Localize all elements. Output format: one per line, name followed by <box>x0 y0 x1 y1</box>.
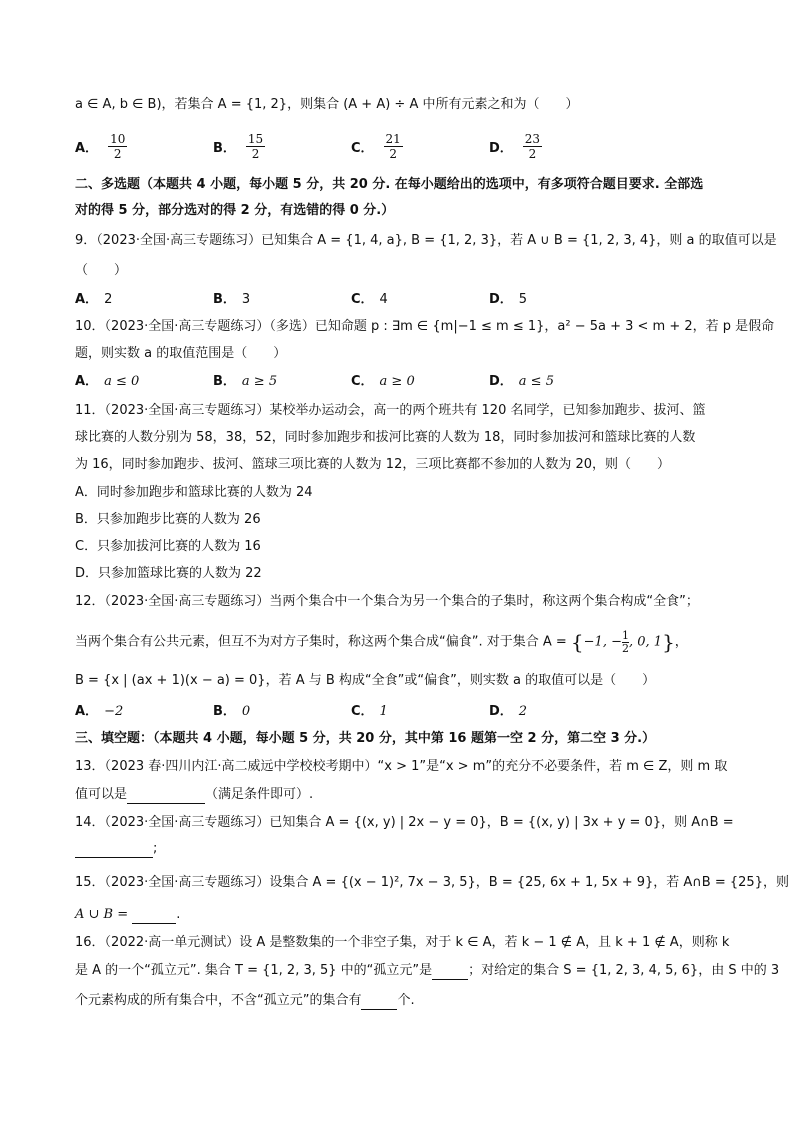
q13-stem-line2: 值可以是 （满足条件即可）. <box>75 787 314 802</box>
q8-option-c[interactable] <box>351 128 403 164</box>
answer-blank[interactable] <box>127 789 205 804</box>
q11-option-a[interactable]: A．同时参加跑步和篮球比赛的人数为 24 <box>75 485 313 500</box>
q15-stem-line2: A ∪ B = . <box>75 907 181 922</box>
q12-stem-line2: 当两个集合有公共元素，但互不为对方子集时，称这两个集合成“偏食”. 对于集合 A = {−1, − $\frac{1}{2}$ , 0, 1}， <box>75 628 688 655</box>
fraction: $\frac{23}{2}$ <box>524 131 541 161</box>
answer-blank[interactable] <box>132 909 176 924</box>
option-letter: D． <box>489 140 513 156</box>
section2-heading-line2: 对的得 5 分，部分选对的得 2 分，有选错的得 0 分.） <box>75 203 395 218</box>
q11-option-d[interactable]: D．只参加篮球比赛的人数为 22 <box>75 566 262 581</box>
q12-option-c[interactable]: C． 1 <box>351 704 388 719</box>
q14-stem-line1: 14．（2023·全国·高三专题练习）已知集合 A = {(x, y) | 2x − y = 0}，B = {(x, y) | 3x + y = 0}，则 A∩B = <box>75 815 734 830</box>
q12-options <box>75 702 725 722</box>
q11-option-c[interactable]: C．只参加拔河比赛的人数为 16 <box>75 539 261 554</box>
fraction: $\frac{1}{2}$ <box>621 628 629 655</box>
q11-option-b[interactable]: B．只参加跑步比赛的人数为 26 <box>75 512 261 527</box>
q10-option-d[interactable]: D． a ≤ 5 <box>489 374 554 389</box>
q9-option-a[interactable]: A． 2 <box>75 292 113 307</box>
q12-option-b[interactable]: B． 0 <box>213 704 251 719</box>
q10-option-c[interactable]: C． a ≥ 0 <box>351 374 415 389</box>
option-letter: B． <box>213 140 236 156</box>
q9-option-d[interactable]: D． 5 <box>489 292 528 307</box>
q11-stem-line2: 球比赛的人数分别为 58，38，52，同时参加跑步和拔河比赛的人数为 18，同时参加拔河和篮球比赛的人数 <box>75 430 696 445</box>
fraction: $\frac{21}{2}$ <box>385 131 401 161</box>
q10-option-b[interactable]: B． a ≥ 5 <box>213 374 278 389</box>
q8-options <box>75 128 725 164</box>
q10-stem-line1: 10．（2023·全国·高三专题练习）（多选）已知命题 p : ∃m ∈ {m|−1 ≤ m ≤ 1}，a² − 5a + 3 < m + 2，若 p 是假命 <box>75 319 775 334</box>
option-letter: A． <box>75 140 99 156</box>
option-letter: C． <box>351 140 374 156</box>
q9-stem-line2: （ ） <box>75 263 128 278</box>
q10-stem-line2: 题，则实数 a 的取值范围是（ ） <box>75 346 287 361</box>
q8-stem-tail: a ∈ A, b ∈ B)，若集合 A = {1, 2}，则集合 (A + A) ÷ A 中所有元素之和为（ ） <box>75 97 579 112</box>
q10-options <box>75 372 725 392</box>
q9-option-c[interactable]: C． 4 <box>351 292 388 307</box>
q11-stem-line3: 为 16，同时参加跑步、拔河、篮球三项比赛的人数为 12，三项比赛都不参加的人数为 20，则（ ） <box>75 457 671 472</box>
answer-blank[interactable] <box>75 843 153 858</box>
q8-option-a[interactable] <box>75 128 127 164</box>
answer-blank[interactable] <box>361 995 397 1010</box>
fraction: $\frac{10}{2}$ <box>110 131 126 161</box>
q10-option-a[interactable]: A． a ≤ 0 <box>75 374 140 389</box>
q12-option-d[interactable]: D． 2 <box>489 704 528 719</box>
section3-heading: 三、填空题：（本题共 4 小题，每小题 5 分，共 20 分，其中第 16 题第一空 2 分，第二空 3 分.） <box>75 731 656 746</box>
q12-stem-line1: 12．（2023·全国·高三专题练习）当两个集合中一个集合为另一个集合的子集时，称这两个集合构成“全食”； <box>75 594 699 609</box>
q14-stem-line2: ; <box>75 840 725 858</box>
q9-options <box>75 290 725 310</box>
fraction: $\frac{15}{2}$ <box>247 131 264 161</box>
answer-blank[interactable] <box>432 965 468 980</box>
q9-stem-line1: 9．（2023·全国·高三专题练习）已知集合 A = {1, 4, a}, B = {1, 2, 3}，若 A ∪ B = {1, 2, 3, 4}，则 a 的取值可以是 <box>75 233 777 248</box>
q16-stem-line3: 个元素构成的所有集合中，不含“孤立元”的集合有 个. <box>75 993 415 1008</box>
section2-heading-line1: 二、多选题（本题共 4 小题，每小题 5 分，共 20 分. 在每小题给出的选项中，有多项符合题目要求. 全部选 <box>75 177 704 192</box>
q12-option-a[interactable]: A． −2 <box>75 704 124 719</box>
q9-option-b[interactable]: B． 3 <box>213 292 251 307</box>
q15-stem-line1: 15．（2023·全国·高三专题练习）设集合 A = {(x − 1)², 7x − 3, 5}，B = {25, 6x + 1, 5x + 9}，若 A∩B = {25}，则 <box>75 875 789 890</box>
q16-stem-line2: 是 A 的一个“孤立元”. 集合 T = {1, 2, 3, 5} 中的“孤立元”是 ；对给定的集合 S = {1, 2, 3, 4, 5, 6}，由 S 中的 3 <box>75 963 780 978</box>
q16-stem-line1: 16．（2022·高一单元测试）设 A 是整数集的一个非空子集，对于 k ∈ A，若 k − 1 ∉ A，且 k + 1 ∉ A，则称 k <box>75 935 730 950</box>
q8-option-b[interactable] <box>213 128 265 164</box>
q8-option-d[interactable] <box>489 128 542 164</box>
q12-stem-line3: B = {x | (ax + 1)(x − a) = 0}，若 A 与 B 构成“全食”或“偏食”，则实数 a 的取值可以是（ ） <box>75 673 656 688</box>
q13-stem-line1: 13．（2023 春·四川内江·高二威远中学校校考期中）“x > 1”是“x > m”的充分不必要条件，若 m ∈ Z，则 m 取 <box>75 759 728 774</box>
q11-stem-line1: 11．（2023·全国·高三专题练习）某校举办运动会，高一的两个班共有 120 名同学，已知参加跑步、拔河、篮 <box>75 403 706 418</box>
